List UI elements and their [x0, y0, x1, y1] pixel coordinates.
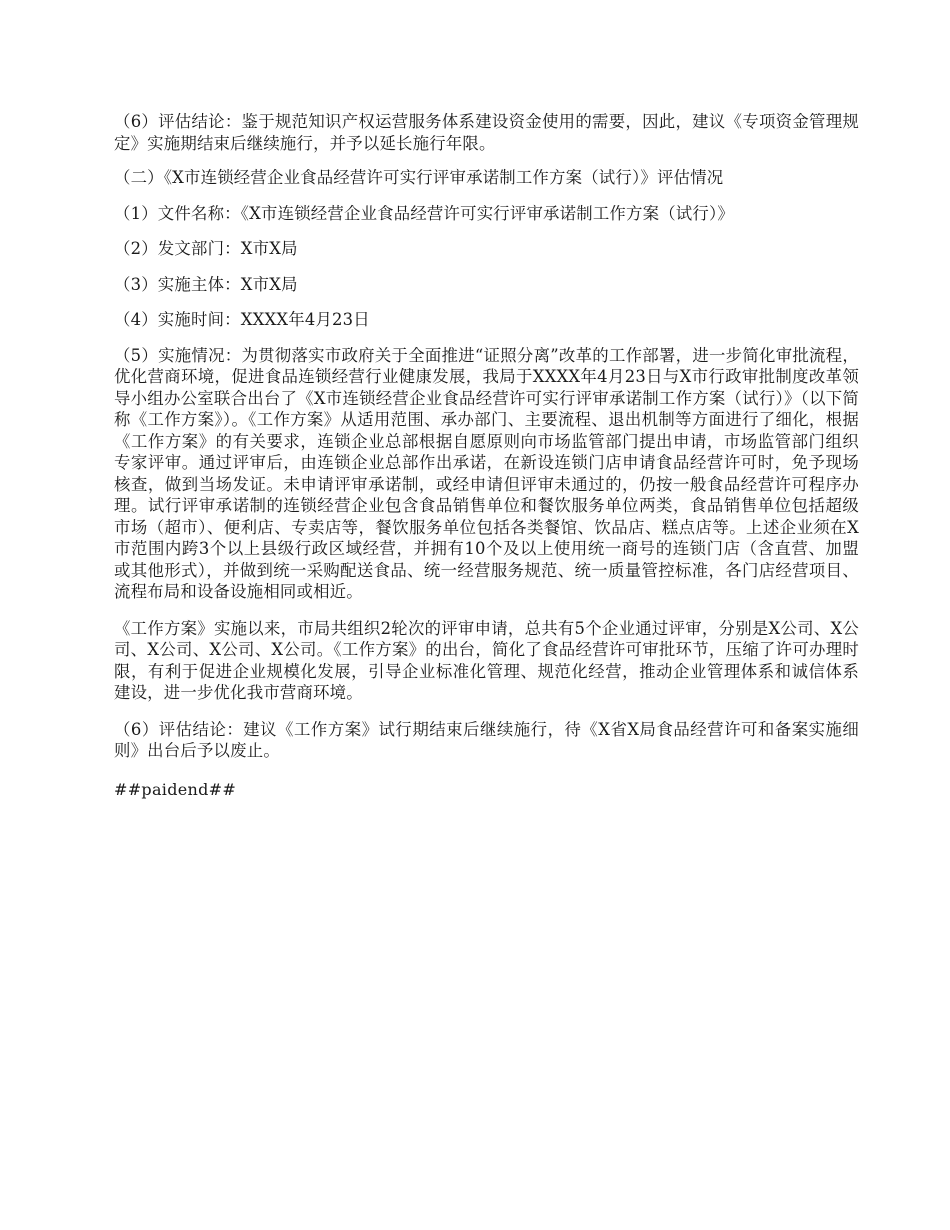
end-marker: ##paidend##: [114, 779, 237, 799]
item-file-name: （1）文件名称：《X市连锁经营企业食品经营许可实行评审承诺制工作方案（试行）》: [114, 203, 734, 223]
item-issuing-department: （2）发文部门：X市X局: [114, 239, 298, 258]
paragraph-evaluation-conclusion-1: （6）评估结论：鉴于规范知识产权运营服务体系建设资金使用的需要，因此，建议《专项资金管理规定》实施期结束后继续施行，并予以延长施行年限。: [114, 112, 859, 153]
section-heading-two: （二）《X市连锁经营企业食品经营许可实行评审承诺制工作方案（试行）》评估情况: [114, 168, 724, 187]
paragraph-work-plan-results: 《工作方案》实施以来，市局共组织2轮次的评审申请，总共有5个企业通过评审，分别是X公司、X公司、X公司、X公司、X公司。《工作方案》的出台，简化了食品经营许可审批环节，压缩了许可办理时限，有利于促进企业规模化发展，引导企业标准化管理、规范化经营，推动企业管理体系和诚信体系建设，进一步优化我市营商环境。: [114, 618, 859, 702]
item-implementation-date: （4）实施时间：XXXX年4月23日: [114, 310, 370, 329]
paragraph-evaluation-conclusion-2: （6）评估结论：建议《工作方案》试行期结束后继续施行，待《X省X局食品经营许可和备案实施细则》出台后予以废止。: [114, 719, 859, 760]
paragraph-implementation-status: （5）实施情况：为贯彻落实市政府关于全面推进“证照分离”改革的工作部署，进一步简化审批流程，优化营商环境，促进食品连锁经营行业健康发展，我局于XXXX年4月23日与X市行政审批制度改革领导小组办公室联合出台了《X市连锁经营企业食品经营许可实行评审承诺制工作方案（试行）》（以下简称《工作方案》）。《工作方案》从适用范围、承办部门、主要流程、退出机制等方面进行了细化，根据《工作方案》的有关要求，连锁企业总部根据自愿原则向市场监管部门提出申请，市场监管部门组织专家评审。通过评审后，由连锁企业总部作出承诺，在新设连锁门店申请食品经营许可时，免予现场核查，做到当场发证。未申请评审承诺制，或经申请但评审未通过的，仍按一般食品经营许可程序办理。试行评审承诺制的连锁经营企业包含食品销售单位和餐饮服务单位两类，食品销售单位包括超级市场（超市）、便利店、专卖店等，餐饮服务单位包括各类餐馆、饮品店、糕点店等。上述企业须在X市范围内跨3个以上县级行政区域经营，并拥有10个及以上使用统一商号的连锁门店（含直营、加盟或其他形式），并做到统一采购配送食品、统一经营服务规范、统一质量管控标准，各门店经营项目、流程布局和设备设施相同或相近。: [114, 345, 859, 601]
document-body: [114, 111, 859, 800]
item-implementing-body: （3）实施主体：X市X局: [114, 274, 298, 294]
